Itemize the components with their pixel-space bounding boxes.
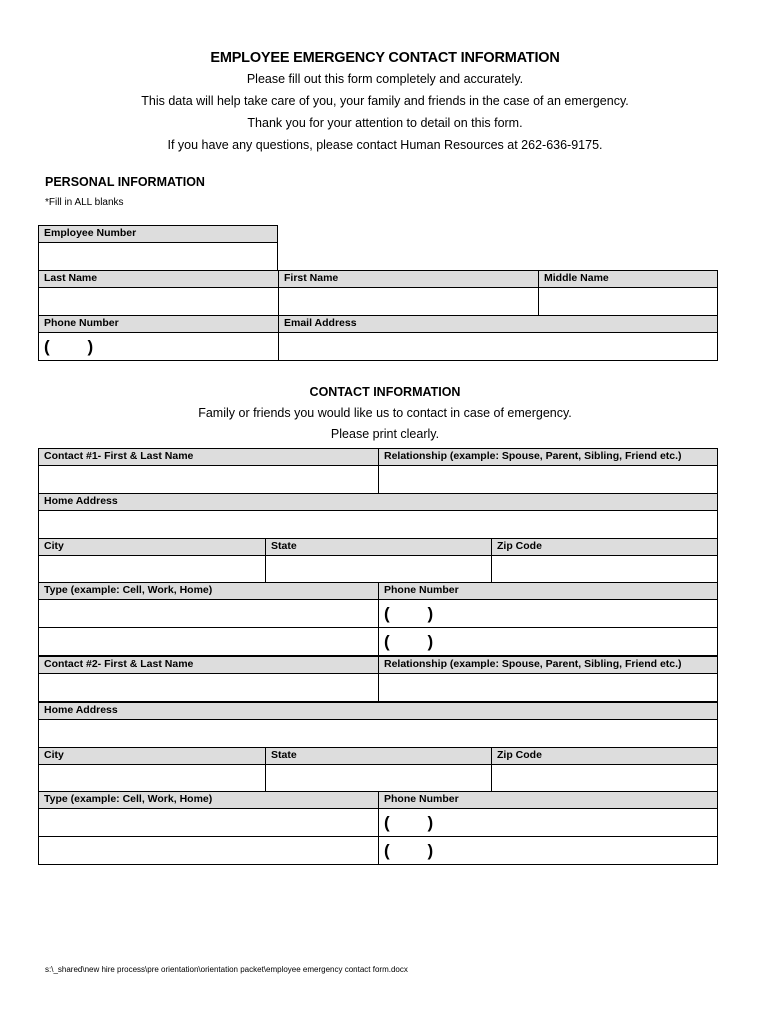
contact-instruction-1: Family or friends you would like us to contact in case of emergency. xyxy=(198,406,572,420)
contact1-relationship-field[interactable] xyxy=(378,465,718,494)
employee-number-field[interactable] xyxy=(38,242,278,271)
contact1-name-label: Contact #1- First & Last Name xyxy=(38,448,379,466)
contact1-state-label: State xyxy=(265,538,492,556)
last-name-field[interactable] xyxy=(38,287,279,316)
contact2-state-label: State xyxy=(265,747,492,765)
instruction-line-4: If you have any questions, please contact Human Resources at 262-636-9175. xyxy=(167,138,603,152)
contact1-type-field-1[interactable] xyxy=(38,599,379,628)
contact1-phone-label: Phone Number xyxy=(378,582,718,600)
contact1-city-field[interactable] xyxy=(38,555,266,583)
document-path-footer: s:\_shared\new hire process\pre orientation\orientation packet\employee emergency contact form.docx xyxy=(45,965,408,974)
contact2-phone-field-1[interactable]: ( ) xyxy=(378,808,718,837)
contact1-name-field[interactable] xyxy=(38,465,379,494)
last-name-label: Last Name xyxy=(38,270,279,288)
form-title: EMPLOYEE EMERGENCY CONTACT INFORMATION xyxy=(210,50,560,66)
contact2-relationship-field[interactable] xyxy=(378,673,718,702)
contact2-type-label: Type (example: Cell, Work, Home) xyxy=(38,791,379,809)
employee-number-label: Employee Number xyxy=(38,225,278,243)
contact2-phone-label: Phone Number xyxy=(378,791,718,809)
contact1-phone-field-1[interactable]: ( ) xyxy=(378,599,718,628)
middle-name-field[interactable] xyxy=(538,287,718,316)
contact2-city-field[interactable] xyxy=(38,764,266,792)
instruction-line-3: Thank you for your attention to detail on this form. xyxy=(247,116,523,130)
contact-instruction-2: Please print clearly. xyxy=(330,427,440,441)
fill-all-blanks-note: *Fill in ALL blanks xyxy=(45,197,124,208)
contact1-relationship-label: Relationship (example: Spouse, Parent, Sibling, Friend etc.) xyxy=(378,448,718,466)
contact1-city-label: City xyxy=(38,538,266,556)
contact-info-title: CONTACT INFORMATION xyxy=(309,385,461,399)
personal-info-title: PERSONAL INFORMATION xyxy=(45,175,205,189)
instruction-line-1: Please fill out this form completely and accurately. xyxy=(246,72,524,86)
contact2-city-label: City xyxy=(38,747,266,765)
contact2-type-field-2[interactable] xyxy=(38,836,379,865)
first-name-field[interactable] xyxy=(278,287,539,316)
contact2-home-address-field[interactable] xyxy=(38,719,718,748)
contact1-home-address-field[interactable] xyxy=(38,510,718,539)
contact2-relationship-label: Relationship (example: Spouse, Parent, Sibling, Friend etc.) xyxy=(378,656,718,674)
middle-name-label: Middle Name xyxy=(538,270,718,288)
contact1-home-address-label: Home Address xyxy=(38,493,718,511)
phone-number-field[interactable]: ( ) xyxy=(38,332,279,361)
contact1-state-field[interactable] xyxy=(265,555,492,583)
contact1-zip-label: Zip Code xyxy=(491,538,718,556)
contact-info-header xyxy=(0,382,770,445)
contact2-state-field[interactable] xyxy=(265,764,492,792)
contact1-zip-field[interactable] xyxy=(491,555,718,583)
contact2-zip-label: Zip Code xyxy=(491,747,718,765)
phone-number-label: Phone Number xyxy=(38,315,279,333)
first-name-label: First Name xyxy=(278,270,539,288)
contact2-name-field[interactable] xyxy=(38,673,379,702)
email-address-label: Email Address xyxy=(278,315,718,333)
contact2-type-field-1[interactable] xyxy=(38,808,379,837)
contact2-home-address-label: Home Address xyxy=(38,702,718,720)
instruction-line-2: This data will help take care of you, your family and friends in the case of an emergency. xyxy=(141,94,629,108)
contact1-type-field-2[interactable] xyxy=(38,627,379,656)
contact1-phone-field-2[interactable]: ( ) xyxy=(378,627,718,656)
contact2-name-label: Contact #2- First & Last Name xyxy=(38,656,379,674)
form-header xyxy=(0,48,770,156)
email-address-field[interactable] xyxy=(278,332,718,361)
contact2-zip-field[interactable] xyxy=(491,764,718,792)
contact2-phone-field-2[interactable]: ( ) xyxy=(378,836,718,865)
contact1-type-label: Type (example: Cell, Work, Home) xyxy=(38,582,379,600)
